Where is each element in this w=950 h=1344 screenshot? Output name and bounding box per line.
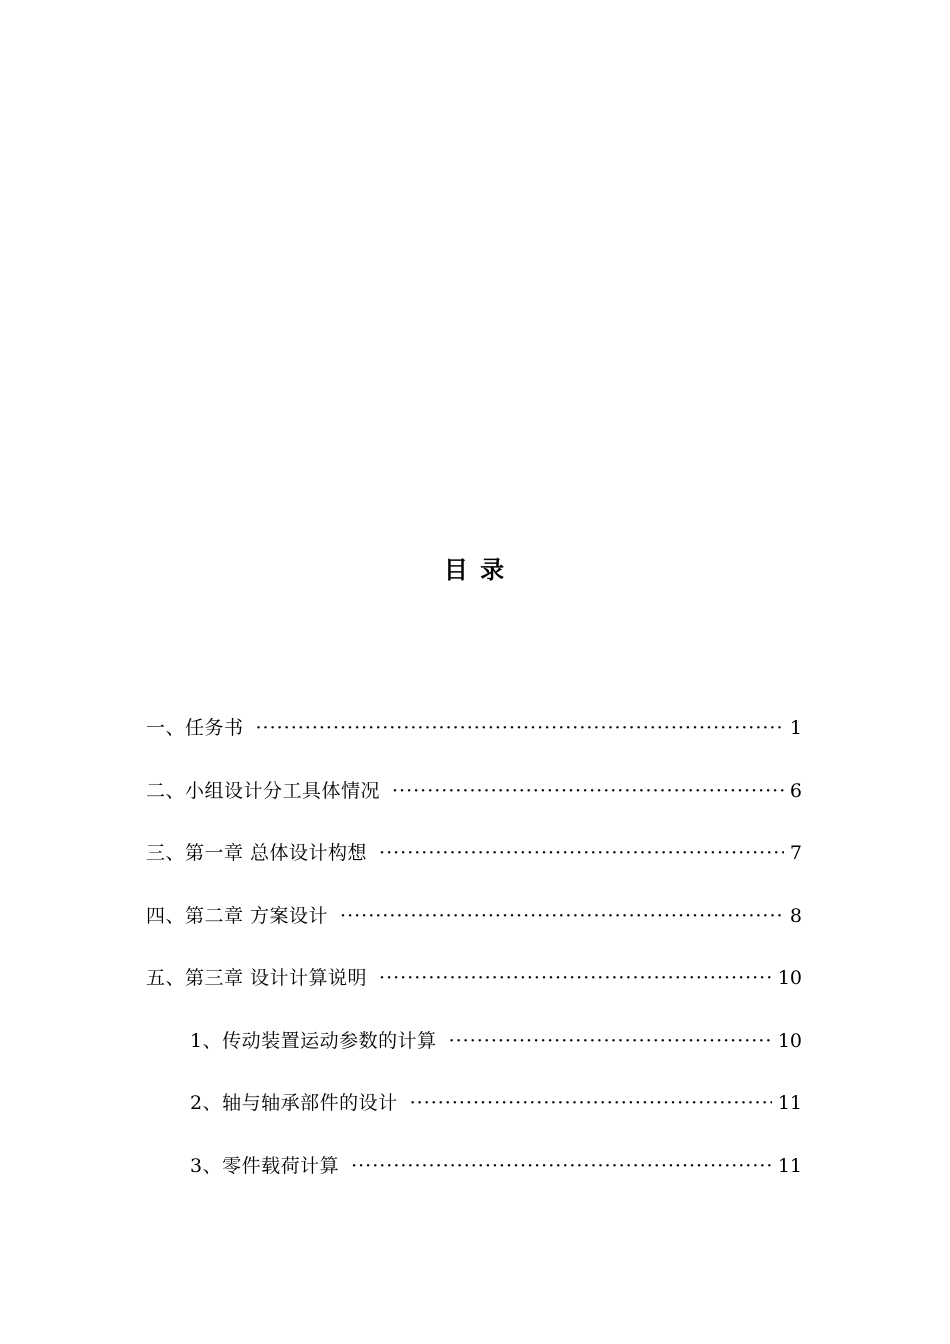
toc-entry[interactable] [146, 898, 802, 961]
toc-dot-leader [379, 960, 772, 996]
toc-entry-page: 11 [777, 1092, 802, 1114]
toc-dot-leader [351, 1148, 772, 1184]
toc-entry-label: 二、小组设计分工具体情况 [146, 779, 381, 802]
toc-entry-label: 2、轴与轴承部件的设计 [190, 1092, 398, 1114]
toc-entry-label: 1、传动装置运动参数的计算 [190, 1029, 437, 1052]
toc-dot-leader [449, 1023, 772, 1059]
toc-title: 目 录 [443, 556, 507, 584]
toc-entry[interactable] [146, 835, 802, 898]
toc-entry-page: 7 [789, 842, 802, 864]
toc-entry-label: 三、第一章 总体设计构想 [146, 842, 368, 864]
toc-dot-leader [392, 773, 784, 809]
toc-entry-page: 1 [789, 717, 802, 739]
toc-dot-leader [256, 710, 784, 746]
toc-entry[interactable] [146, 773, 802, 836]
toc-entry[interactable] [146, 710, 802, 773]
toc-dot-leader [410, 1085, 772, 1121]
toc-entry-label: 3、零件载荷计算 [190, 1154, 340, 1177]
toc-dot-leader [340, 898, 784, 934]
toc-dot-leader [379, 835, 784, 871]
toc-entry[interactable] [146, 960, 802, 1023]
toc-entry-page: 10 [777, 967, 802, 989]
toc-list [0, 710, 950, 1210]
toc-entry-page: 11 [777, 1154, 802, 1177]
toc-entry-label: 五、第三章 设计计算说明 [146, 967, 368, 989]
toc-subentry[interactable] [190, 1023, 802, 1086]
toc-entry-page: 6 [789, 779, 802, 802]
toc-entry-label: 四、第二章 方案设计 [146, 904, 329, 927]
toc-entry-page: 8 [789, 904, 802, 927]
toc-entry-page: 10 [777, 1029, 802, 1052]
toc-entry-label: 一、任务书 [146, 717, 244, 739]
toc-subentry[interactable] [190, 1085, 802, 1148]
toc-subentry[interactable] [190, 1148, 802, 1211]
